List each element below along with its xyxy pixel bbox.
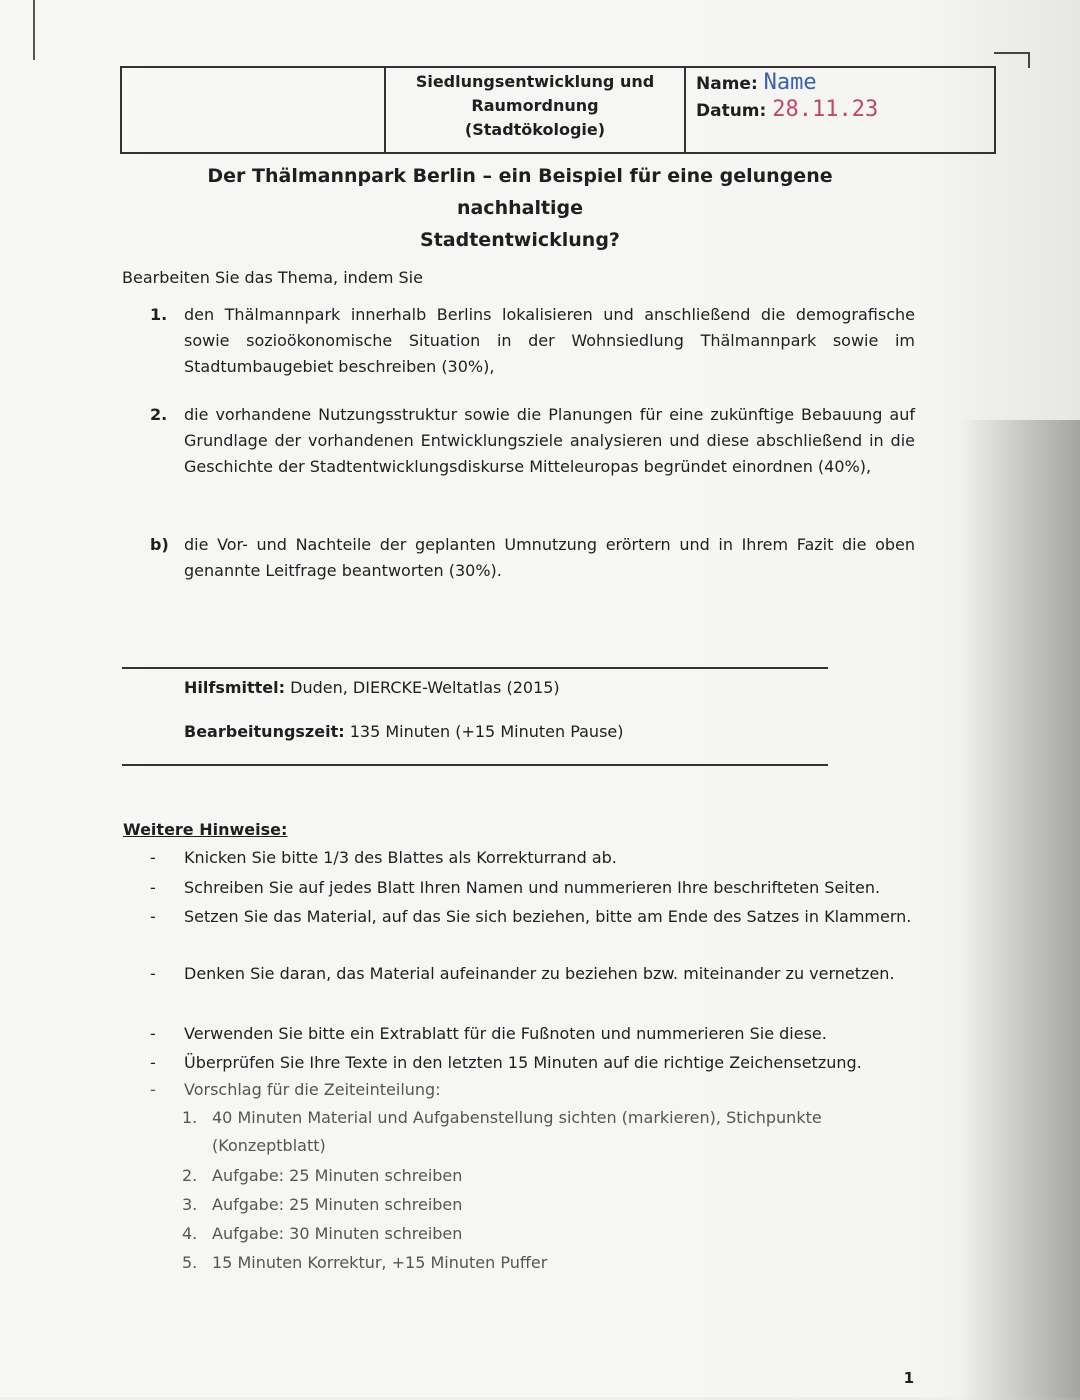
date-row xyxy=(696,97,994,124)
note-item: - Setzen Sie das Material, auf das Sie sich beziehen, bitte am Ende des Satzes in Klammern. xyxy=(150,903,912,931)
schedule-text: 40 Minuten Material und Aufgabenstellung sichten (markieren), Stichpunkte (Konzeptblatt) xyxy=(212,1108,822,1155)
bearbeitungszeit xyxy=(184,722,623,741)
schedule-number: 4. xyxy=(182,1224,198,1243)
header-blank-cell xyxy=(122,68,386,152)
name-value: Name xyxy=(763,70,817,95)
note-text: Verwenden Sie bitte ein Extrablatt für die Fußnoten und nummerieren Sie diese. xyxy=(184,1024,827,1043)
hilfsmittel xyxy=(184,678,560,697)
note-item: - Vorschlag für die Zeiteinteilung: xyxy=(150,1076,912,1104)
note-item: - Überprüfen Sie Ihre Texte in den letzten 15 Minuten auf die richtige Zeichensetzung. xyxy=(150,1049,912,1077)
task-text: die Vor- und Nachteile der geplanten Umnutzung erörtern und in Ihrem Fazit die oben genannte Leitfrage beantworten (30%). xyxy=(184,535,915,580)
corner-mark xyxy=(994,52,1030,68)
date-label: Datum: xyxy=(696,101,767,121)
schedule-text: Aufgabe: 25 Minuten schreiben xyxy=(212,1195,463,1214)
task-text: die vorhandene Nutzungsstruktur sowie die Planungen für eine zukünftige Bebauung auf Grundlage der vorhandenen Entwicklungsziele analysieren und diese abschließend in die Geschichte der Stadtentwicklungsdiskurse Mitteleuropas begründet einordnen (40%), xyxy=(184,405,915,476)
subject-line-1: Siedlungsentwicklung und xyxy=(415,72,655,91)
notes-title: Weitere Hinweise: xyxy=(123,820,288,839)
schedule-text: Aufgabe: 25 Minuten schreiben xyxy=(212,1166,463,1185)
page-number: 1 xyxy=(903,1369,914,1387)
schedule-text: Aufgabe: 30 Minuten schreiben xyxy=(212,1224,463,1243)
note-text: Setzen Sie das Material, auf das Sie sich beziehen, bitte am Ende des Satzes in Klammern. xyxy=(184,907,912,926)
date-value: 28.11.23 xyxy=(772,97,879,122)
page-title xyxy=(150,160,890,256)
zeit-label: Bearbeitungszeit: xyxy=(184,722,345,741)
note-text: Überprüfen Sie Ihre Texte in den letzten 15 Minuten auf die richtige Zeichensetzung. xyxy=(184,1053,862,1072)
task-text: den Thälmannpark innerhalb Berlins lokalisieren und anschließend die demografische sowie sozioökonomische Situation in der Wohnsiedlung Thälmannpark sowie im Stadtumbaugebiet beschreiben (30%), xyxy=(184,305,915,376)
note-text: Schreiben Sie auf jedes Blatt Ihren Namen und nummerieren Ihre beschrifteten Seiten. xyxy=(184,878,881,897)
note-item: - Knicken Sie bitte 1/3 des Blattes als Korrekturrand ab. xyxy=(150,844,912,872)
note-item: - Denken Sie daran, das Material aufeinander zu beziehen bzw. miteinander zu vernetzen. xyxy=(150,960,912,988)
note-text: Vorschlag für die Zeiteinteilung: xyxy=(184,1080,441,1099)
subject-line-2: Raumordnung xyxy=(471,96,599,115)
divider xyxy=(122,764,828,766)
schedule-item xyxy=(182,1104,912,1160)
intro-text: Bearbeiten Sie das Thema, indem Sie xyxy=(122,268,423,287)
title-line-1: Der Thälmannpark Berlin – ein Beispiel für eine gelungene nachhaltige xyxy=(207,165,833,219)
name-label: Name: xyxy=(696,74,758,94)
task-item xyxy=(150,302,915,380)
task-number: 1. xyxy=(150,305,168,324)
schedule-number: 1. xyxy=(182,1108,198,1127)
schedule-item xyxy=(182,1162,912,1190)
name-date-cell xyxy=(686,68,994,152)
schedule-number: 2. xyxy=(182,1166,198,1185)
note-text: Denken Sie daran, das Material aufeinander zu beziehen bzw. miteinander zu vernetzen. xyxy=(184,964,895,983)
paper-edge-mark xyxy=(33,0,35,60)
schedule-number: 3. xyxy=(182,1195,198,1214)
schedule-item xyxy=(182,1220,912,1248)
hilfsmittel-value: Duden, DIERCKE-Weltatlas (2015) xyxy=(290,678,560,697)
task-item xyxy=(150,402,915,480)
hilfsmittel-label: Hilfsmittel: xyxy=(184,678,286,697)
page-shadow xyxy=(960,420,1080,1400)
subject-line-3: (Stadtökologie) xyxy=(464,120,606,139)
schedule-number: 5. xyxy=(182,1253,198,1272)
task-number: b) xyxy=(150,535,169,554)
schedule-text: 15 Minuten Korrektur, +15 Minuten Puffer xyxy=(212,1253,548,1272)
divider xyxy=(122,667,828,669)
note-item: - Schreiben Sie auf jedes Blatt Ihren Namen und nummerieren Ihre beschrifteten Seiten. xyxy=(150,874,912,902)
task-item xyxy=(150,532,915,584)
zeit-value: 135 Minuten (+15 Minuten Pause) xyxy=(349,722,624,741)
note-item: - Verwenden Sie bitte ein Extrablatt für die Fußnoten und nummerieren Sie diese. xyxy=(150,1020,912,1048)
schedule-item xyxy=(182,1191,912,1219)
header-table xyxy=(120,66,996,154)
note-text: Knicken Sie bitte 1/3 des Blattes als Korrekturrand ab. xyxy=(184,848,617,867)
name-row xyxy=(696,70,994,97)
title-line-2: Stadtentwicklung? xyxy=(420,229,620,251)
schedule-item xyxy=(182,1249,912,1277)
task-number: 2. xyxy=(150,405,168,424)
subject-cell xyxy=(386,68,686,152)
